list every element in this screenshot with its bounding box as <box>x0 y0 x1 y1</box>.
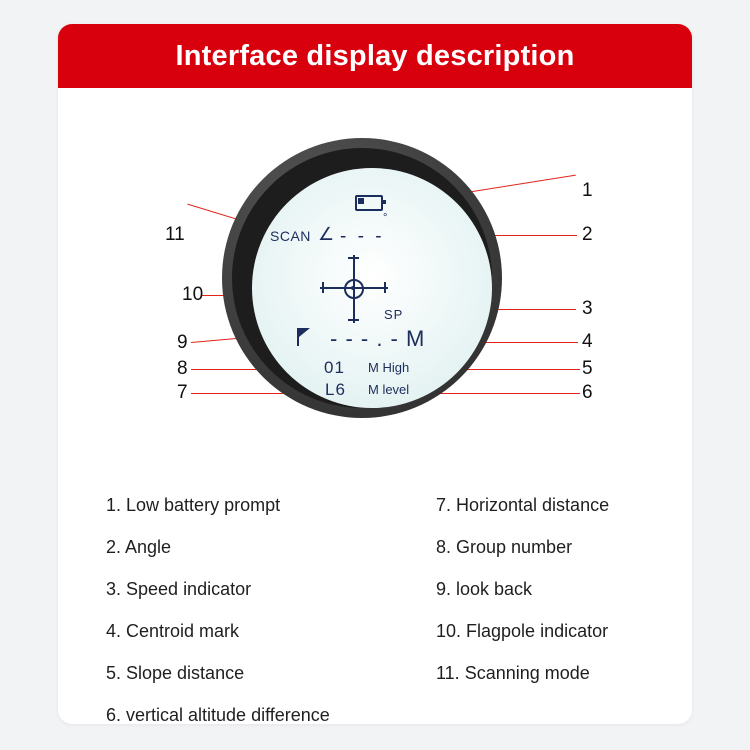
legend-item: 4. Centroid mark <box>106 621 240 641</box>
angle-symbol: ∠ <box>318 224 335 244</box>
legend <box>58 484 692 724</box>
speed-indicator-label: SP <box>384 307 404 322</box>
callout-number-1: 1 <box>582 180 593 201</box>
scope-display <box>252 168 492 408</box>
callout-number-9: 9 <box>177 332 188 353</box>
flagpole-icon <box>297 328 313 346</box>
legend-column-left <box>106 484 406 724</box>
horizontal-distance-value: L6 <box>325 380 346 399</box>
legend-item: 5. Slope distance <box>106 663 245 683</box>
legend-item: 9. look back <box>436 579 533 599</box>
legend-item: 10. Flagpole indicator <box>436 621 609 641</box>
group-number-unit: M High <box>368 360 410 375</box>
slope-distance-value: - - - . - M <box>330 326 426 351</box>
centroid-reticle-icon <box>320 255 388 323</box>
legend-item: 8. Group number <box>436 537 573 557</box>
legend-item: 11. Scanning mode <box>436 663 590 683</box>
angle-value: - - - <box>340 226 385 247</box>
device-diagram <box>58 88 692 478</box>
info-card <box>58 24 692 724</box>
rangefinder-scope <box>222 138 502 418</box>
legend-item: 3. Speed indicator <box>106 579 252 599</box>
legend-item: 1. Low battery prompt <box>106 495 281 515</box>
title-bar <box>58 24 692 88</box>
low-battery-icon <box>355 195 383 211</box>
callout-number-4: 4 <box>582 331 593 352</box>
callout-number-7: 7 <box>177 382 188 403</box>
horizontal-distance-unit: M level <box>368 382 410 397</box>
callout-number-2: 2 <box>582 224 593 245</box>
legend-item: 2. Angle <box>106 537 172 557</box>
page-title: Interface display description <box>175 39 575 72</box>
callout-number-6: 6 <box>582 382 593 403</box>
callout-number-8: 8 <box>177 358 188 379</box>
legend-item: 6. vertical altitude difference <box>106 705 330 724</box>
scope-bezel <box>232 148 492 408</box>
callout-number-3: 3 <box>582 298 593 319</box>
scan-mode-label: SCAN <box>270 228 311 244</box>
callout-number-5: 5 <box>582 358 593 379</box>
group-number-value: 01 <box>324 358 345 377</box>
legend-column-right <box>436 484 686 694</box>
degree-symbol: ° <box>383 212 388 224</box>
callout-number-10: 10 <box>182 284 204 305</box>
legend-item: 7. Horizontal distance <box>436 495 610 515</box>
callout-number-11: 11 <box>165 224 185 245</box>
